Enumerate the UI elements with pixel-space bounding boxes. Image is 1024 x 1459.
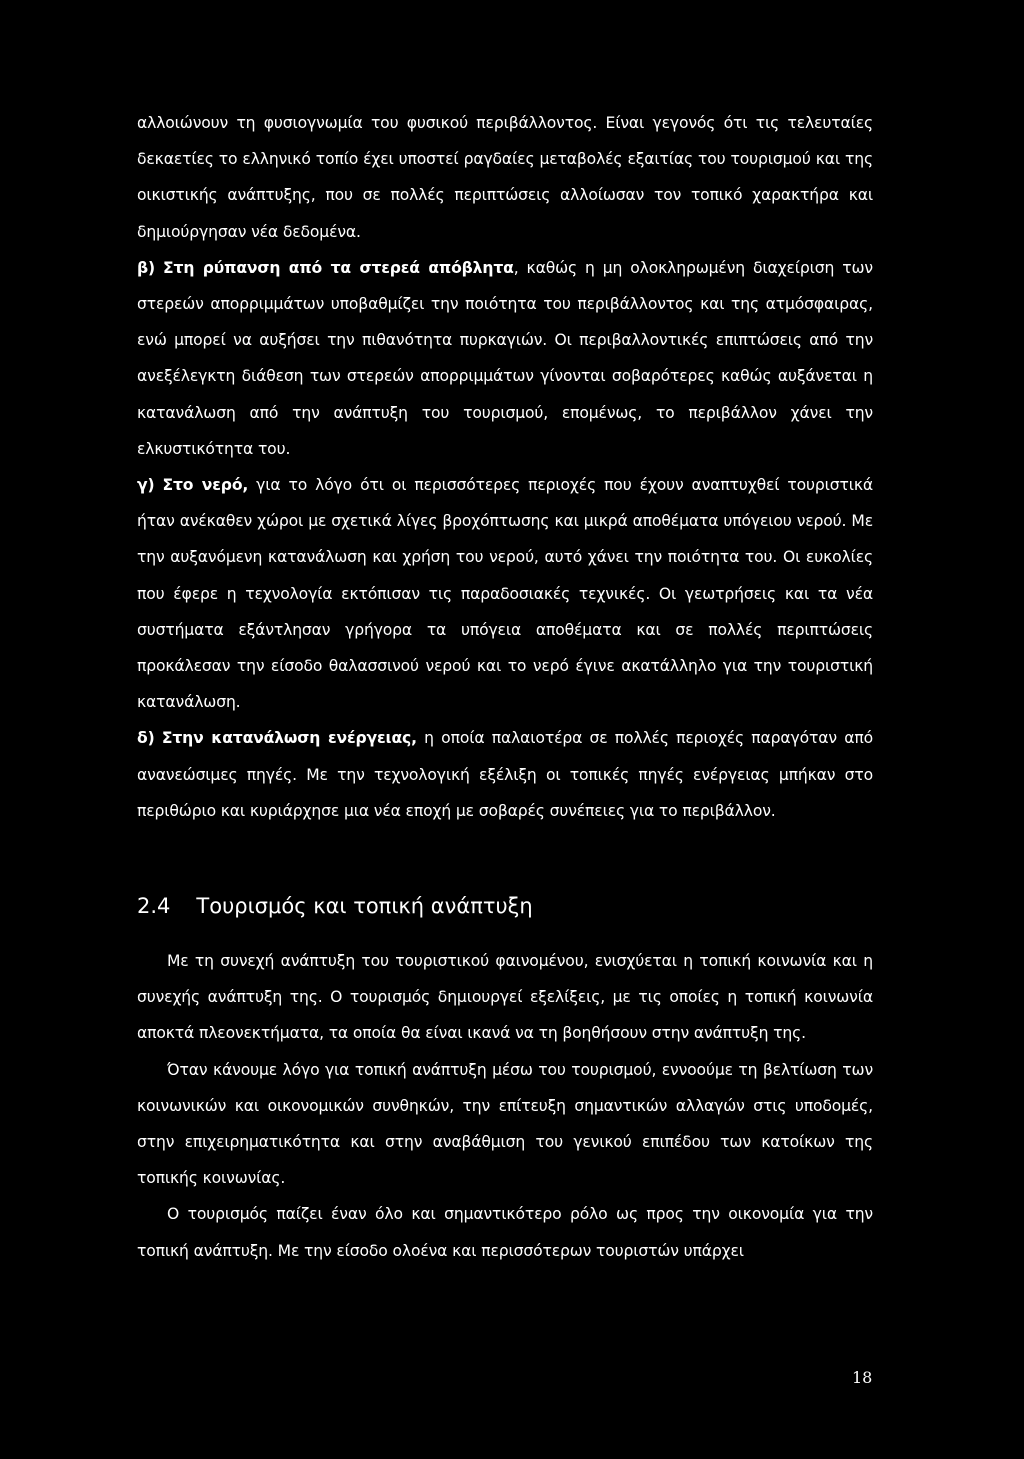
section-heading <box>137 891 873 921</box>
list-label: δ) <box>137 729 155 748</box>
section-number: 2.4 <box>137 894 171 919</box>
paragraph-local-development <box>137 1052 873 1197</box>
list-label: γ) <box>137 476 155 495</box>
paragraph-water <box>137 467 873 720</box>
paragraph-economy-role <box>137 1196 873 1268</box>
paragraph-section-intro <box>137 943 873 1052</box>
paragraph-text: Με τη συνεχή ανάπτυξη του τουριστικού φαινομένου, ενισχύεται η τοπική κοινωνία και η συνεχής ανάπτυξη της. Ο τουρισμός δημιουργεί εξελίξεις, με τις οποίες η τοπική κοινωνία αποκτά πλεονεκτήματα, τα οποία θα είναι ικανά να τη βοηθήσουν στην ανάπτυξη της. <box>137 952 873 1043</box>
emphasis-heading: Στο νερό, <box>162 476 249 495</box>
document-page <box>137 105 873 1269</box>
paragraph-text: αλλοιώνουν τη φυσιογνωμία του φυσικού περιβάλλοντος. Είναι γεγονός ότι τις τελευταίες δεκαετίες το ελληνικό τοπίο έχει υποστεί ραγδαίες μεταβολές εξαιτίας του τουρισμού και της οικιστικής ανάπτυξης, που σε πολλές περιπτώσεις αλλοίωσαν τον τοπικό χαρακτήρα και δημιούργησαν νέα δεδομένα. <box>137 114 873 241</box>
page-number: 18 <box>852 1368 873 1387</box>
emphasis-heading: Στην κατανάλωση ενέργειας, <box>161 729 417 748</box>
section-title: Τουρισμός και τοπική ανάπτυξη <box>196 894 533 919</box>
emphasis-heading: Στη ρύπανση από τα στερεά απόβλητα <box>163 258 514 277</box>
list-label: β) <box>137 258 155 277</box>
paragraph-text: για το λόγο ότι οι περισσότερες περιοχές που έχουν αναπτυχθεί τουριστικά ήταν ανέκαθεν χώροι με σχετικά λίγες βροχόπτωσης και μικρά αποθέματα υπόγειου νερού. Με την αυξανόμενη κατανάλωση και χρήση του νερού, αυτό χάνει την ποιότητα του. Οι ευκολίες που έφερε η τεχνολογία εκτόπισαν τις παραδοσιακές τεχνικές. Οι γεωτρήσεις και τα νέα συστήματα εξάντλησαν γρήγορα τα υπόγεια αποθέματα και σε πολλές περιπτώσεις προκάλεσαν την είσοδο θαλασσινού νερού και το νερό έγινε ακατάλληλο για την τουριστική κατανάλωση. <box>137 476 874 712</box>
paragraph-text: Ο τουρισμός παίζει έναν όλο και σημαντικότερο ρόλο ως προς την οικονομία για την τοπική ανάπτυξη. Με την είσοδο ολοένα και περισσότερων τουριστών υπάρχει <box>137 1205 873 1260</box>
paragraph-landscape <box>137 105 873 250</box>
paragraph-text: , καθώς η μη ολοκληρωμένη διαχείριση των στερεών απορριμμάτων υποβαθμίζει την ποιότητα του περιβάλλοντος και της ατμόσφαιρας, ενώ μπορεί να αυξήσει την πιθανότητα πυρκαγιών. Οι περιβαλλοντικές επιπτώσεις από την ανεξέλεγκτη διάθεση των στερεών απορριμμάτων γίνονται σοβαρότερες καθώς αυξάνεται η κατανάλωση από την ανάπτυξη του τουρισμού, επομένως, το περιβάλλον χάνει την ελκυστικότητα του. <box>137 258 873 458</box>
paragraph-text: η οποία παλαιοτέρα σε πολλές περιοχές παραγόταν από ανανεώσιμες πηγές. Με την τεχνολογική εξέλιξη οι τοπικές πηγές ενέργειας μπήκαν στο περιθώριο και κυριάρχησε μια νέα εποχή με σοβαρές συνέπειες για το περιβάλλον. <box>137 729 873 820</box>
paragraph-energy <box>137 720 873 829</box>
paragraph-text: Όταν κάνουμε λόγο για τοπική ανάπτυξη μέσω του τουρισμού, εννοούμε τη βελτίωση των κοινωνικών και οικονομικών συνθηκών, την επίτευξη σημαντικών αλλαγών στις υποδομές, στην επιχειρηματικότητα και στην αναβάθμιση του γενικού επιπέδου των κατοίκων της τοπικής κοινωνίας. <box>137 1060 873 1188</box>
paragraph-solid-waste <box>137 250 873 467</box>
